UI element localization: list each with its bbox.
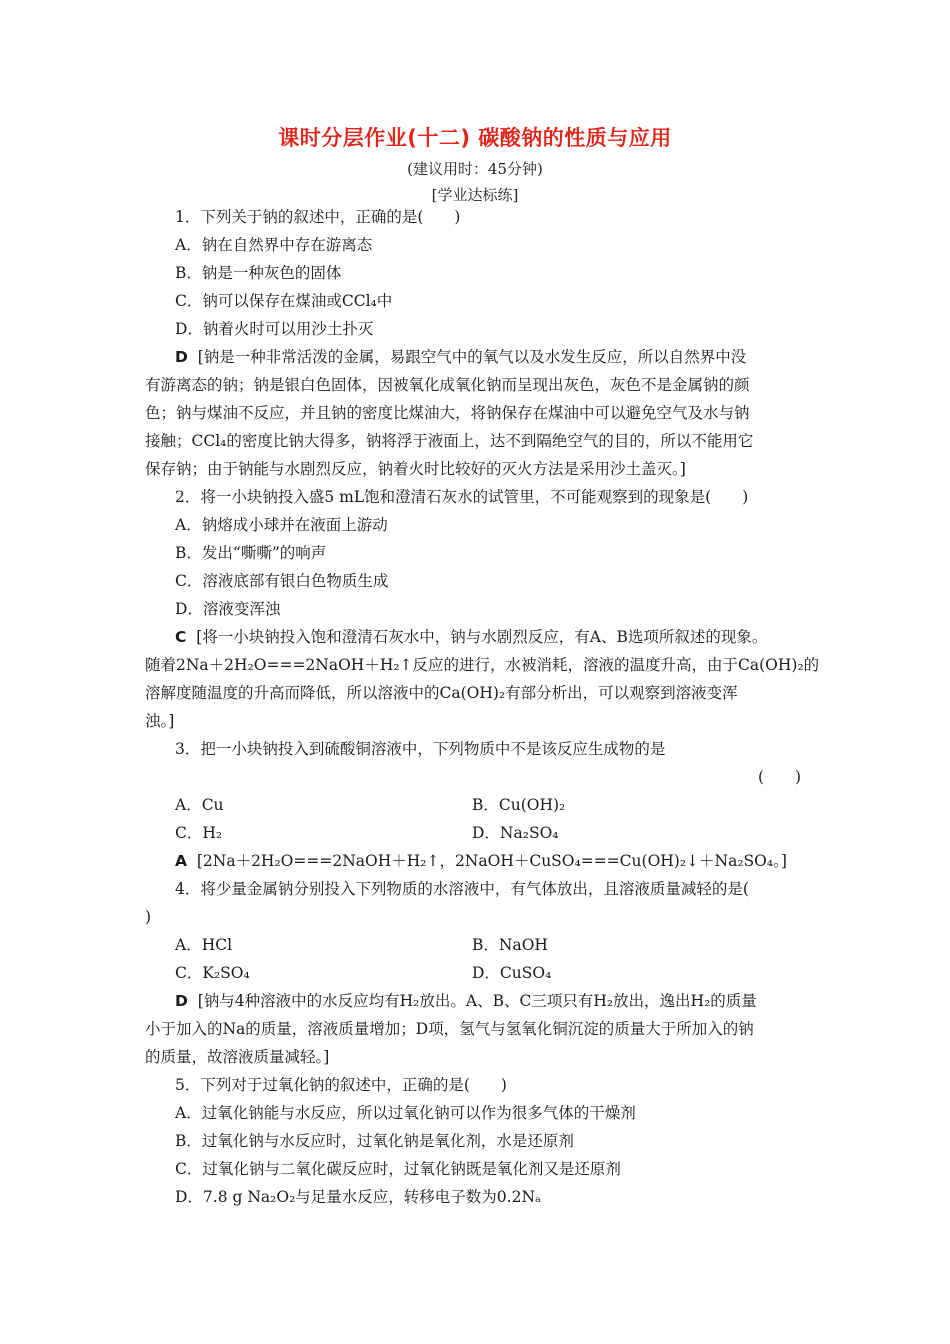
q2-option-d: D．溶液变浑浊 (175, 600, 281, 618)
q1-explanation-line-1: D [钠是一种非常活泼的金属，易跟空气中的氧气以及水发生反应，所以自然界中没 (175, 348, 747, 366)
q4-stem: 4．将少量金属钠分别投入下列物质的水溶液中，有气体放出，且溶液质量减轻的是( (175, 880, 749, 898)
q1-option-c: C．钠可以保存在煤油或CCl₄中 (175, 292, 393, 310)
q2-answer: C (175, 628, 187, 646)
q3-answer: A (175, 852, 187, 870)
q2-explanation-line-3: 溶解度随温度的升高而降低，所以溶液中的Ca(OH)₂有部分析出，可以观察到溶液变浑 (145, 684, 738, 702)
q3-option-d: D．Na₂SO₄ (472, 824, 559, 842)
q4-option-b: B．NaOH (472, 936, 548, 954)
q1-explanation-line-5: 保存钠；由于钠能与水剧烈反应，钠着火时比较好的灭火方法是采用沙土盖灭。] (145, 460, 686, 478)
q1-answer: D (175, 348, 188, 366)
q3-stem: 3．把一小块钠投入到硫酸铜溶液中，下列物质中不是该反应生成物的是 (175, 740, 666, 758)
q1-stem: 1．下列关于钠的叙述中，正确的是( ) (175, 208, 461, 226)
page-title: 课时分层作业(十二) 碳酸钠的性质与应用 (278, 126, 672, 150)
q4-option-c: C．K₂SO₄ (175, 964, 250, 982)
suggested-time: (建议用时：45分钟) (407, 160, 543, 178)
q5-option-b: B．过氧化钠与水反应时，过氧化钠是氧化剂，水是还原剂 (175, 1132, 574, 1150)
q3-option-a: A．Cu (175, 796, 224, 814)
section-heading: [学业达标练] (431, 186, 519, 204)
q1-explanation-line-4: 接触；CCl₄的密度比钠大得多，钠将浮于液面上，达不到隔绝空气的目的，所以不能用它 (145, 432, 754, 450)
q4-explanation-line-2: 小于加入的Na的质量，溶液质量增加；D项，氢气与氢氧化铜沉淀的质量大于所加入的钠 (145, 1020, 754, 1038)
q2-option-c: C．溶液底部有银白色物质生成 (175, 572, 389, 590)
q3-option-b: B．Cu(OH)₂ (472, 796, 566, 814)
q2-option-b: B．发出“嘶嘶”的响声 (175, 544, 327, 562)
q4-explanation-line-1: D [钠与4种溶液中的水反应均有H₂放出。A、B、C三项只有H₂放出，逸出H₂的质量 (175, 992, 757, 1010)
q3-answer-bracket: ( ) (758, 768, 802, 786)
q5-option-a: A．过氧化钠能与水反应，所以过氧化钠可以作为很多气体的干燥剂 (175, 1104, 636, 1122)
q1-explanation-line-2: 有游离态的钠；钠是银白色固体，因被氧化成氧化钠而呈现出灰色，灰色不是金属钠的颜 (145, 376, 750, 394)
q4-stem-line-2: ) (145, 908, 152, 926)
q3-explanation-line-1: A [2Na＋2H₂O===2NaOH＋H₂↑，2NaOH＋CuSO₄===Cu(OH)₂↓＋Na₂SO₄。] (175, 852, 787, 870)
q2-stem: 2．将一小块钠投入盛5 mL饱和澄清石灰水的试管里，不可能观察到的现象是( ) (175, 488, 749, 506)
q4-answer: D (175, 992, 188, 1010)
q5-stem: 5．下列对于过氧化钠的叙述中，正确的是( ) (175, 1076, 507, 1094)
q1-option-a: A．钠在自然界中存在游离态 (175, 236, 373, 254)
q4-option-d: D．CuSO₄ (472, 964, 552, 982)
q1-explanation-line-3: 色；钠与煤油不反应，并且钠的密度比煤油大，将钠保存在煤油中可以避免空气及水与钠 (145, 404, 750, 422)
q2-explanation-line-4: 浊。] (145, 712, 175, 730)
q2-option-a: A．钠熔成小球并在液面上游动 (175, 516, 388, 534)
q4-option-a: A．HCl (175, 936, 233, 954)
q5-option-d: D．7.8 g Na₂O₂与足量水反应，转移电子数为0.2Nₐ (175, 1188, 541, 1206)
q4-explanation-line-3: 的质量，故溶液质量减轻。] (145, 1048, 330, 1066)
q2-explanation-line-2: 随着2Na＋2H₂O===2NaOH＋H₂↑反应的进行，水被消耗，溶液的温度升高，由于Ca(OH)₂的 (145, 656, 820, 674)
q3-option-c: C．H₂ (175, 824, 223, 842)
q2-explanation-line-1: C [将一小块钠投入饱和澄清石灰水中，钠与水剧烈反应，有A、B选项所叙述的现象。 (175, 628, 768, 646)
q1-option-b: B．钠是一种灰色的固体 (175, 264, 342, 282)
q5-option-c: C．过氧化钠与二氧化碳反应时，过氧化钠既是氧化剂又是还原剂 (175, 1160, 621, 1178)
q1-option-d: D．钠着火时可以用沙土扑灭 (175, 320, 374, 338)
